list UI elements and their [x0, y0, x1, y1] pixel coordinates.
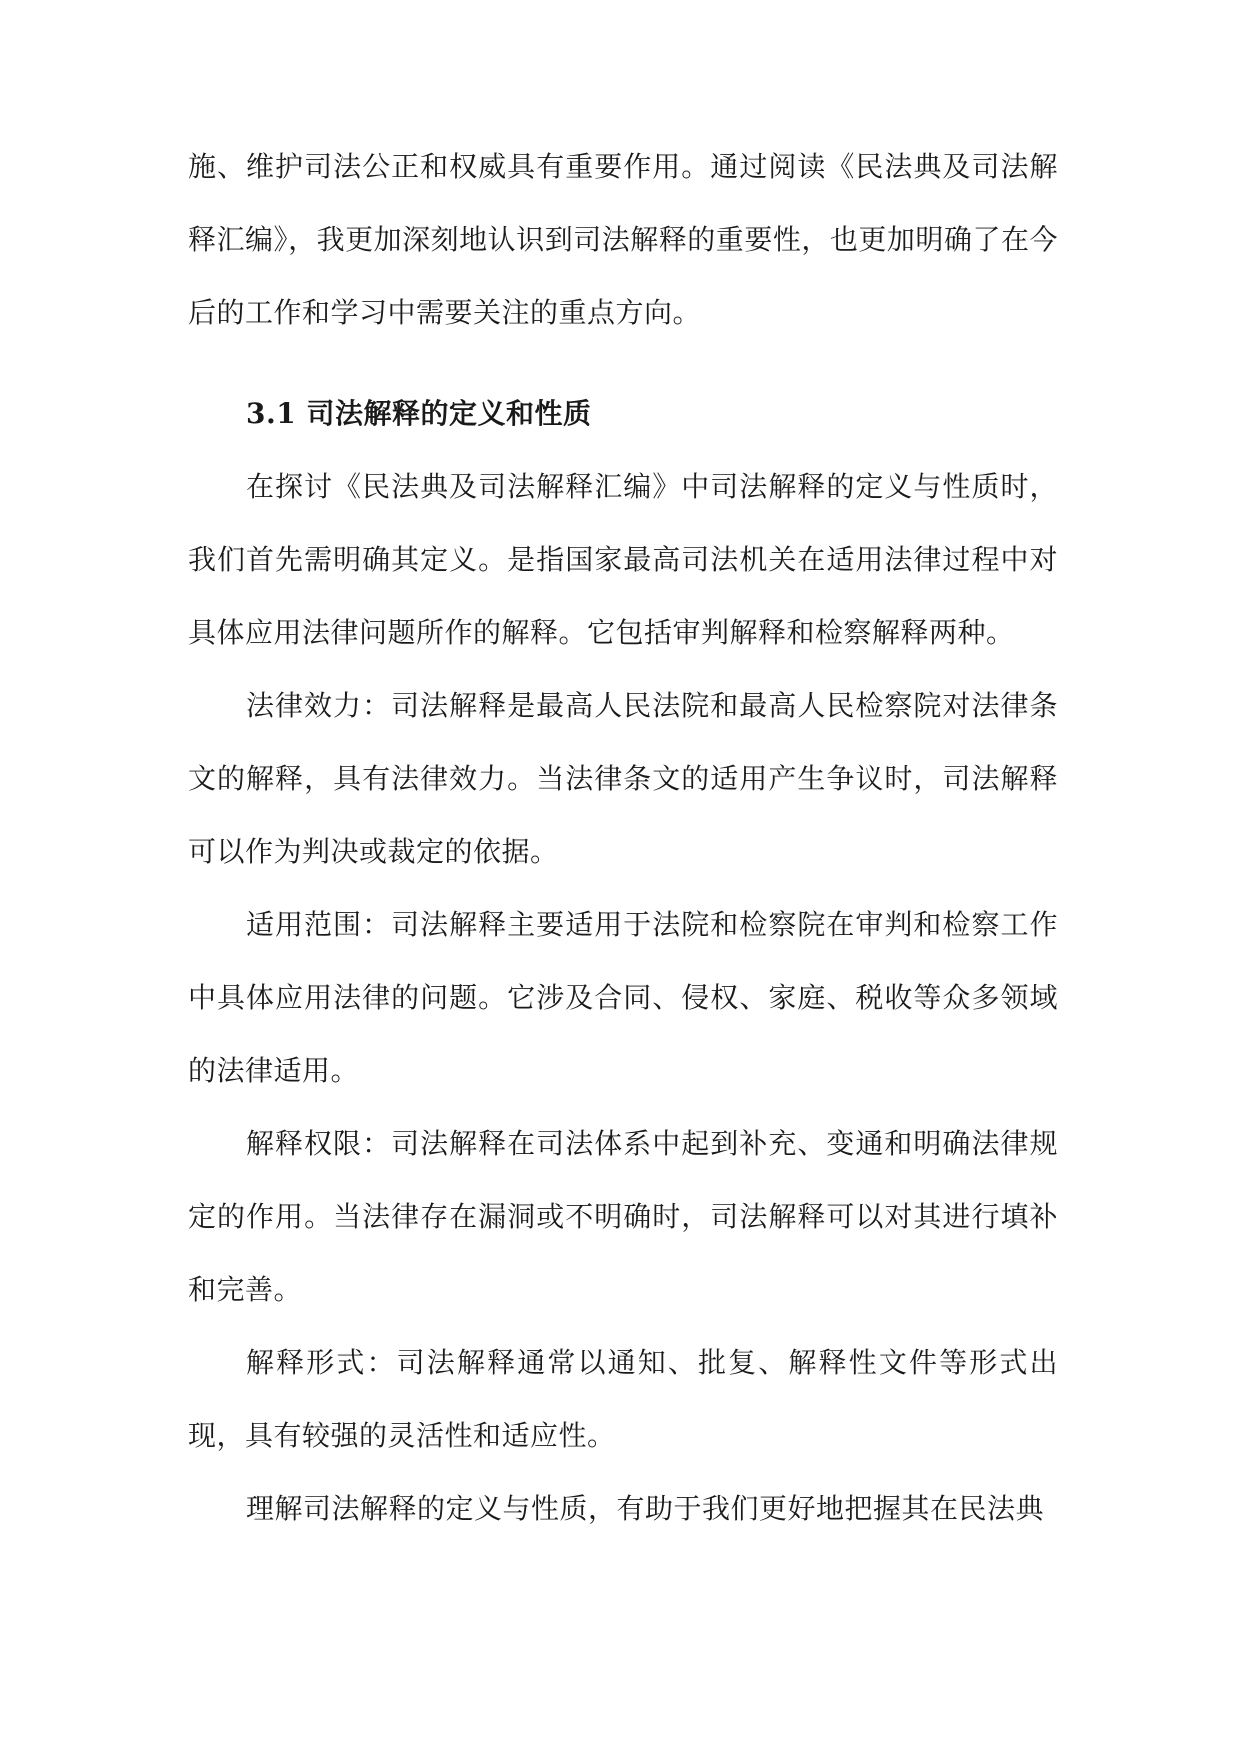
document-page	[188, 130, 1058, 1545]
paragraph-legal-effect: 法律效力：司法解释是最高人民法院和最高人民检察院对法律条文的解释，具有法律效力。当法律条文的适用产生争议时，司法解释可以作为判决或裁定的依据。	[188, 689, 1058, 868]
section-heading: 3.1 司法解释的定义和性质	[246, 397, 592, 430]
paragraph-definition: 在探讨《民法典及司法解释汇编》中司法解释的定义与性质时，我们首先需明确其定义。是指国家最高司法机关在适用法律过程中对具体应用法律问题所作的解释。它包括审判解释和检察解释两种。	[188, 470, 1058, 649]
intro-paragraph: 施、维护司法公正和权威具有重要作用。通过阅读《民法典及司法解释汇编》，我更加深刻地认识到司法解释的重要性，也更加明确了在今后的工作和学习中需要关注的重点方向。	[188, 150, 1058, 329]
paragraph-form: 解释形式：司法解释通常以通知、批复、解释性文件等形式出现，具有较强的灵活性和适应性。	[188, 1346, 1058, 1452]
paragraph-understanding: 理解司法解释的定义与性质，有助于我们更好地把握其在民法典	[246, 1492, 1045, 1525]
paragraph-authority: 解释权限：司法解释在司法体系中起到补充、变通和明确法律规定的作用。当法律存在漏洞或不明确时，司法解释可以对其进行填补和完善。	[188, 1127, 1058, 1306]
paragraph-scope: 适用范围：司法解释主要适用于法院和检察院在审判和检察工作中具体应用法律的问题。它涉及合同、侵权、家庭、税收等众多领域的法律适用。	[188, 908, 1058, 1087]
